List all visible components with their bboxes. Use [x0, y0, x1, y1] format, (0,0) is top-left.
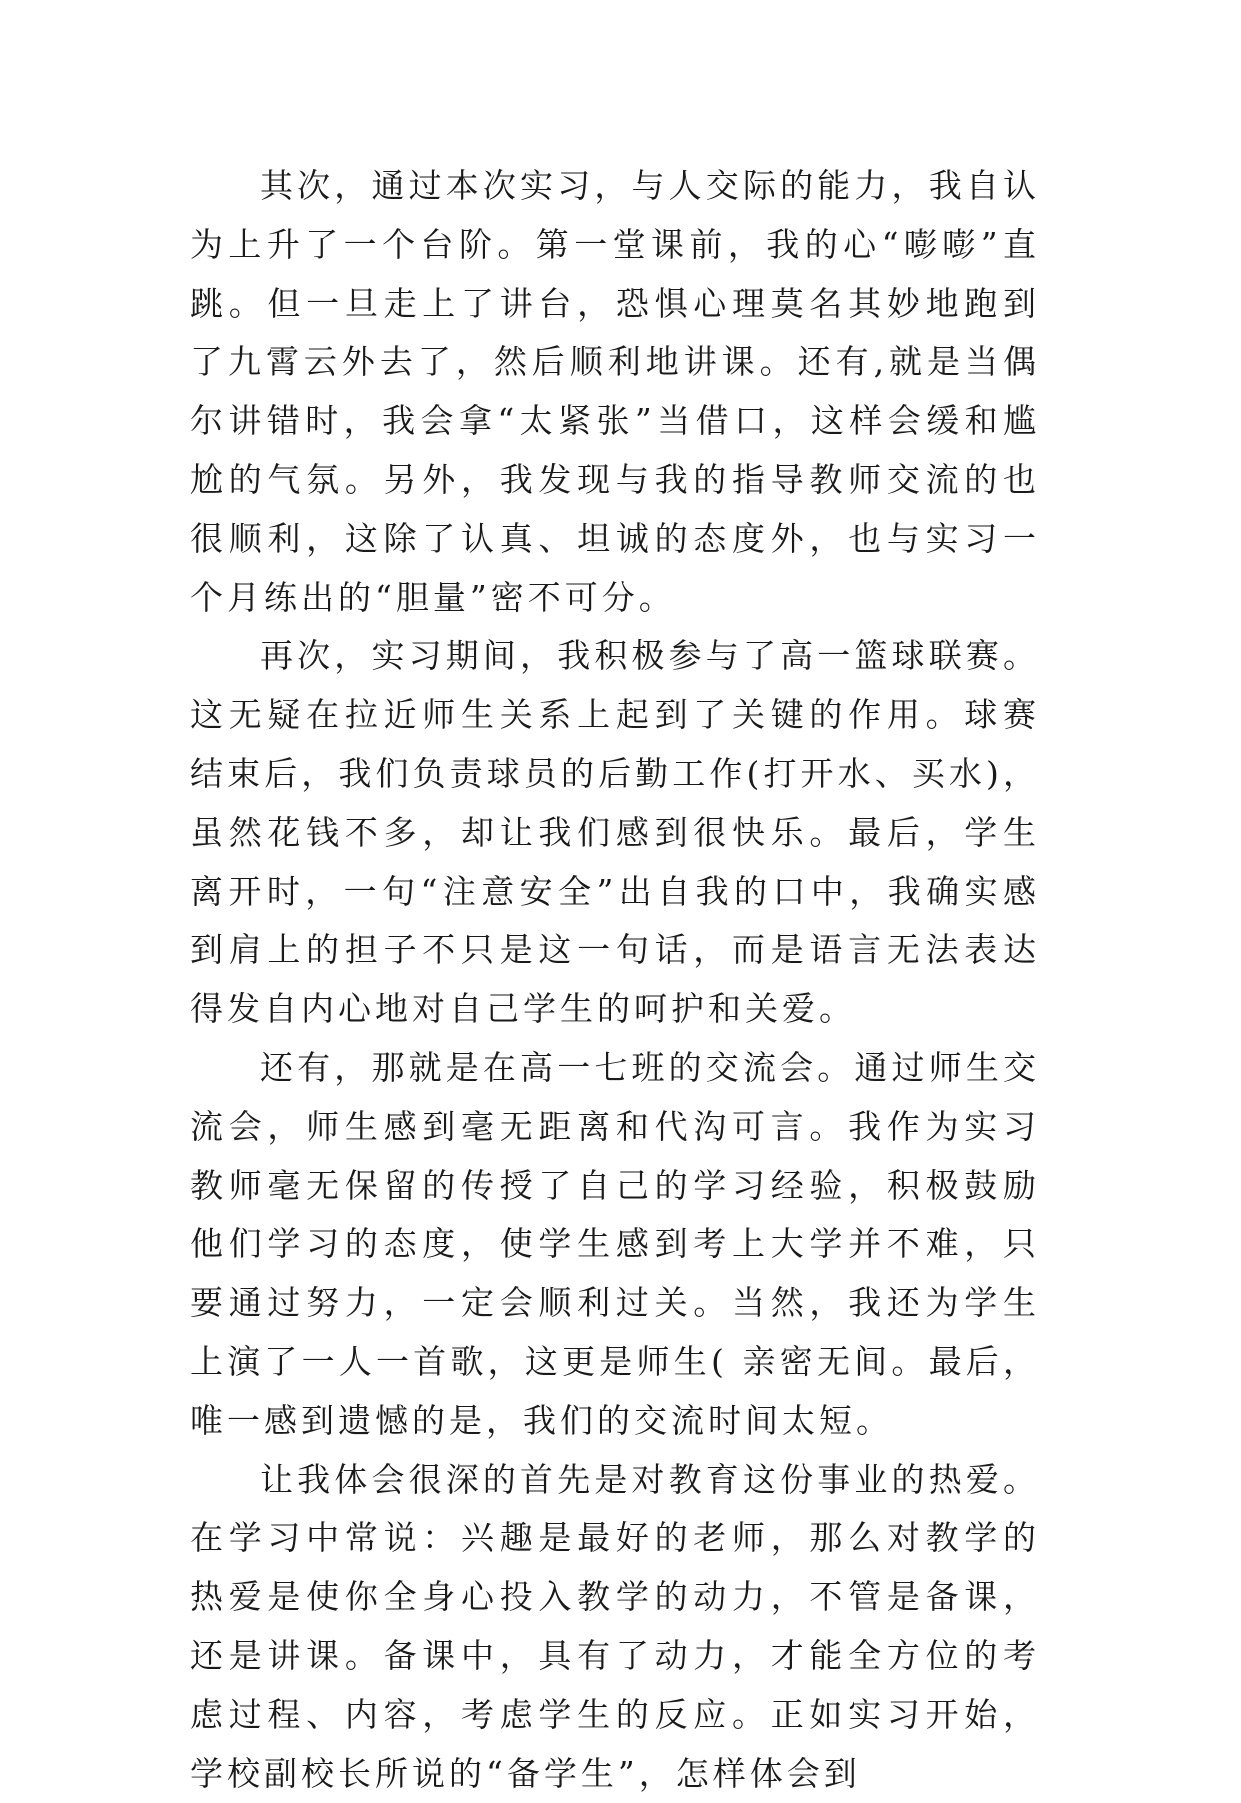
document-body: [190, 157, 1040, 1803]
paragraph: 其次，通过本次实习，与人交际的能力，我自认为上升了一个台阶。第一堂课前，我的心“嘭嘭”直跳。但一旦走上了讲台，恐惧心理莫名其妙地跑到了九霄云外去了，然后顺利地讲课。还有,就是当偶尔讲错时，我会拿“太紧张”当借口，这样会缓和尴尬的气氛。另外，我发现与我的指导教师交流的也很顺利，这除了认真、坦诚的态度外，也与实习一个月练出的“胆量”密不可分。: [190, 166, 1040, 617]
paragraph: 让我体会很深的首先是对教育这份事业的热爱。在学习中常说：兴趣是最好的老师，那么对教学的热爱是使你全身心投入教学的动力，不管是备课，还是讲课。备课中，具有了动力，才能全方位的考虑过程、内容，考虑学生的反应。正如实习开始，学校副校长所说的“备学生”，怎样体会到: [190, 1459, 1040, 1793]
paragraph: 还有，那就是在高一七班的交流会。通过师生交流会，师生感到毫无距离和代沟可言。我作为实习教师毫无保留的传授了自己的学习经验，积极鼓励他们学习的态度，使学生感到考上大学并不难，只要通过努力，一定会顺利过关。当然，我还为学生上演了一人一首歌，这更是师生( 亲密无间。最后，唯一感到遗憾的是，我们的交流时间太短。: [190, 1047, 1040, 1440]
paragraph: 再次，实习期间，我积极参与了高一篮球联赛。这无疑在拉近师生关系上起到了关键的作用。球赛结束后，我们负责球员的后勤工作(打开水、买水)，虽然花钱不多，却让我们感到很快乐。最后，学生离开时，一句“注意安全”出自我的口中，我确实感到肩上的担子不只是这一句话，而是语言无法表达得发自内心地对自己学生的呵护和关爱。: [190, 636, 1040, 1029]
